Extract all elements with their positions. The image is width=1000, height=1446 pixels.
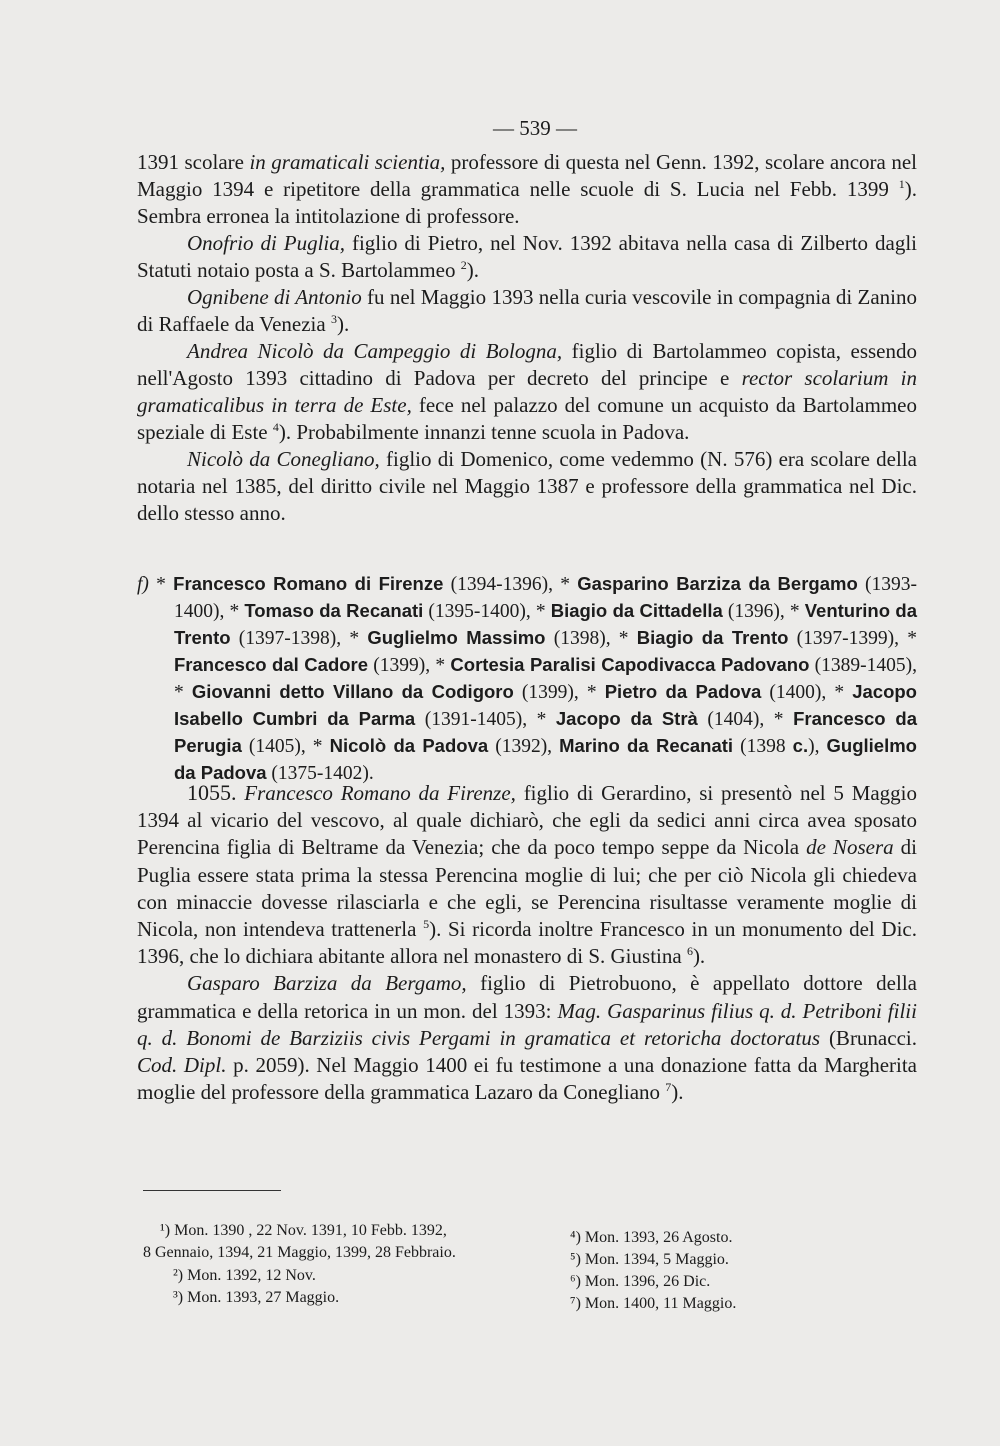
- paragraph-gasparo: Gasparo Barziza da Bergamo, figlio di Pietrobuono, è appellato dottore della grammatica e della retorica in un mon. del 1393: Mag. Gasparinus filius q. d. Petriboni filii q. d. Bonomi de Barziziis civis Pergami in gramatica et retoricha doctoratus (Brunacci. Cod. Dipl. p. 2059). Nel Maggio 1400 ei fu testimone a una donazione fatta da Margherita moglie del professore della grammatica Lazaro da Conegliano $^7$).: [137, 971, 918, 1105]
- footnote-6: ⁶) Mon. 1396, 26 Dic.: [570, 1273, 711, 1290]
- paragraph-onofrio: Onofrio di Puglia, figlio di Pietro, nel Nov. 1392 abitava nella casa di Zilberto dagli Statuti notaio posta a S. Bartolammeo $^2$).: [137, 231, 918, 282]
- footnote-1-cont: 8 Gennaio, 1394, 21 Maggio, 1399, 28 Febbraio.: [143, 1244, 456, 1261]
- section-f-list: f) * Francesco Romano di Firenze (1394-1396), * Gasparino Barziza da Bergamo (1393-1400), * Tomaso da Recanati (1395-1400), * Biagio da Cittadella (1396), * Venturino da Trento (1397-1398), * Guglielmo Massimo (1398), * Biagio da Trento (1397-1399), * Francesco dal Cadore (1399), * Cortesia Paralisi Capodivacca Padovano (1389-1405), * Giovanni detto Villano da Codigoro (1399), * Pietro da Padova (1400), * Jacopo Isabello Cumbri da Parma (1391-1405), * Jacopo da Strà (1404), * Francesco da Perugia (1405), * Nicolò da Padova (1392), Marino da Recanati (1398 c.), Guglielmo da Padova (1375-1402).: [137, 573, 918, 784]
- footnote-5: ⁵) Mon. 1394, 5 Maggio.: [570, 1251, 729, 1268]
- footnote-2: ²) Mon. 1392, 12 Nov.: [173, 1267, 316, 1284]
- paragraph-1055: 1055. Francesco Romano da Firenze, figlio di Gerardino, si presentò nel 5 Maggio 1394 al vicario del vescovo, al quale dichiarò, che egli da sedici anni circa avea sposato Perencina figlia di Beltrame da Venezia; che da poco tempo seppe da Nicola de Nosera di Puglia essere stata prima la stessa Perencina moglie di lui; che per ciò Nicola gli chiedeva con minaccie dovesse rilasciarla e che egli, se Perencina risultasse veramente moglie di Nicola, non intendeva trattenerla $^5$). Si ricorda inoltre Francesco in un monumento del Dic. 1396, che lo dichiara abitante allora nel monastero di S. Giustina $^6$).: [137, 780, 918, 969]
- section-marker: f): [137, 574, 149, 595]
- footnote-7: ⁷) Mon. 1400, 11 Maggio.: [570, 1295, 737, 1312]
- paragraph-andrea: Andrea Nicolò da Campeggio di Bologna, figlio di Bartolammeo copista, essendo nell'Agosto 1393 cittadino di Padova per decreto del principe e rector scolarium in gramaticalibus in terra de Este, fece nel palazzo del comune un acquisto da Bartolammeo speziale di Este $^4$). Probabilmente innanzi tenne scuola in Padova.: [137, 339, 917, 444]
- paragraph-1: 1391 scolare in gramaticali scientia, professore di questa nel Genn. 1392, scolare ancora nel Maggio 1394 e ripetitore della grammatica nelle scuole di S. Lucia nel Febb. 1399 $^1$). Sembra erronea la intitolazione di professore.: [137, 150, 918, 228]
- footnote-4: ⁴) Mon. 1393, 26 Agosto.: [570, 1229, 733, 1246]
- text-block-1055: [137, 779, 917, 1106]
- text-block-top: [137, 149, 917, 527]
- footnote-separator: [143, 1190, 281, 1191]
- paragraph-nicolo: Nicolò da Conegliano, figlio di Domenico, come vedemmo (N. 576) era scolare della notaria nel 1385, del diritto civile nel Maggio 1387 e professore della grammatica nel Dic. dello stesso anno.: [137, 447, 917, 525]
- footnote-1: ¹) Mon. 1390 , 22 Nov. 1391, 10 Febb. 1392,: [160, 1222, 447, 1239]
- footnote-3: ³) Mon. 1393, 27 Maggio.: [173, 1289, 340, 1306]
- paragraph-ognibene: Ognibene di Antonio fu nel Maggio 1393 nella curia vescovile in compagnia di Zanino di Raffaele da Venezia $^3$).: [137, 285, 917, 336]
- page-number: — 539 —: [493, 116, 577, 140]
